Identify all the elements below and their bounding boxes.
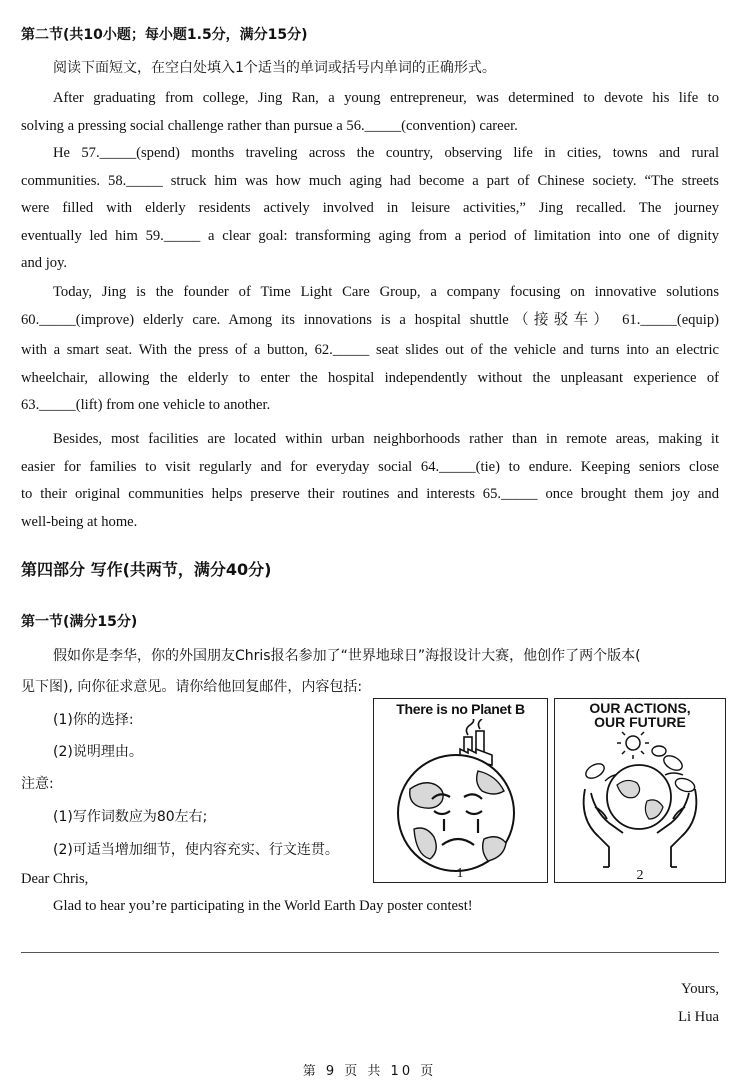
paragraph-1 bbox=[21, 85, 719, 140]
letter-greeting: Dear Chris, bbox=[21, 871, 89, 887]
poster-1-number: 1 bbox=[456, 866, 464, 879]
letter-closing: Yours, bbox=[681, 981, 719, 997]
poster-1-title: There is no Planet B bbox=[396, 701, 525, 717]
answer-line bbox=[21, 952, 719, 953]
note-label: 注意: bbox=[21, 776, 54, 792]
crying-earth-illustration bbox=[374, 719, 547, 879]
text-line: He 57._____(spend) months traveling across the country, observing life in cities, towns and rural bbox=[53, 145, 719, 161]
letter-opening: Glad to hear you’re participating in the World Earth Day poster contest! bbox=[53, 898, 473, 914]
prompt-line-2: 见下图), 向你征求意见。请你给他回复邮件，内容包括: bbox=[21, 679, 363, 695]
sun-icon bbox=[617, 731, 649, 759]
note-2: (2)可适当增加细节，使内容充实、行文连贯。 bbox=[53, 842, 339, 858]
page-footer: 第 9 页 共 10 页 bbox=[302, 1064, 437, 1079]
text-line: were filled with elderly residents actively involved in leisure activities,” Jing recalled. The journey bbox=[21, 200, 719, 217]
text-line: solving a pressing social challenge rather than pursue a 56._____(convention) career. bbox=[21, 117, 518, 134]
text-line: wheelchair, allowing the elderly to enter the hospital independently without the unpleasant experience of bbox=[21, 369, 719, 386]
part-title: 第四部分 写作(共两节，满分40分) bbox=[21, 560, 272, 579]
poster-2 bbox=[554, 698, 726, 883]
text-line: well-being at home. bbox=[21, 513, 138, 530]
text-line: to their original communities helps preserve their routines and interests 65._____ once brought them joy and bbox=[21, 486, 719, 503]
text-line: easier for families to visit regularly and for everyday social 64._____(tie) to endure. Keeping seniors close bbox=[21, 458, 719, 475]
note-1: (1)写作词数应为80左右; bbox=[53, 809, 208, 825]
paragraph-3 bbox=[21, 279, 719, 420]
poster-2-title-line-1: OUR ACTIONS, bbox=[589, 700, 691, 716]
text-line: communities. 58._____ struck him was how much aging had become a part of Chinese society. “The streets bbox=[21, 172, 719, 189]
poster-2-number: 2 bbox=[636, 868, 644, 881]
text-line: 63._____(lift) from one vehicle to another. bbox=[21, 397, 271, 414]
text-line: After graduating from college, Jing Ran, a young entrepreneur, was determined to devote his life to bbox=[53, 90, 719, 106]
text-line: Besides, most facilities are located within urban neighborhoods rather than in remote areas, making it bbox=[53, 431, 719, 447]
prompt-line-1: 假如你是李华，你的外国朋友Chris报名参加了“世界地球日”海报设计大赛，他创作了两个版本( bbox=[53, 648, 641, 664]
section-title: 第二节(共10小题；每小题1.5分，满分15分) bbox=[21, 27, 308, 43]
instruction: 阅读下面短文，在空白处填入1个适当的单词或括号内单词的正确形式。 bbox=[53, 60, 496, 76]
text-line: and joy. bbox=[21, 255, 68, 272]
text-line: with a smart seat. With the press of a button, 62._____ seat slides out of the vehicle and turns into an electric bbox=[21, 342, 719, 359]
paragraph-4 bbox=[21, 426, 719, 536]
text-line: 60._____(improve) elderly care. Among its innovations is a hospital shuttle（接驳车） 61._____(equip) bbox=[21, 311, 719, 328]
point-1: (1)你的选择: bbox=[53, 712, 134, 728]
earth-icon bbox=[398, 755, 514, 871]
text-line: Today, Jing is the founder of Time Light Care Group, a company focusing on innovative solutions bbox=[53, 284, 719, 300]
subsection-title: 第一节(满分15分) bbox=[21, 614, 138, 630]
text-line: eventually led him 59._____ a clear goal: transforming aging from a period of limitation into one of dignity bbox=[21, 227, 719, 244]
paragraph-2 bbox=[21, 140, 719, 278]
point-2: (2)说明理由。 bbox=[53, 744, 143, 760]
poster-1 bbox=[373, 698, 548, 883]
poster-2-title-line-2: OUR FUTURE bbox=[594, 714, 686, 730]
earth-icon bbox=[607, 765, 671, 829]
letter-signature: Li Hua bbox=[678, 1009, 719, 1025]
hands-holding-earth-illustration bbox=[555, 731, 725, 881]
